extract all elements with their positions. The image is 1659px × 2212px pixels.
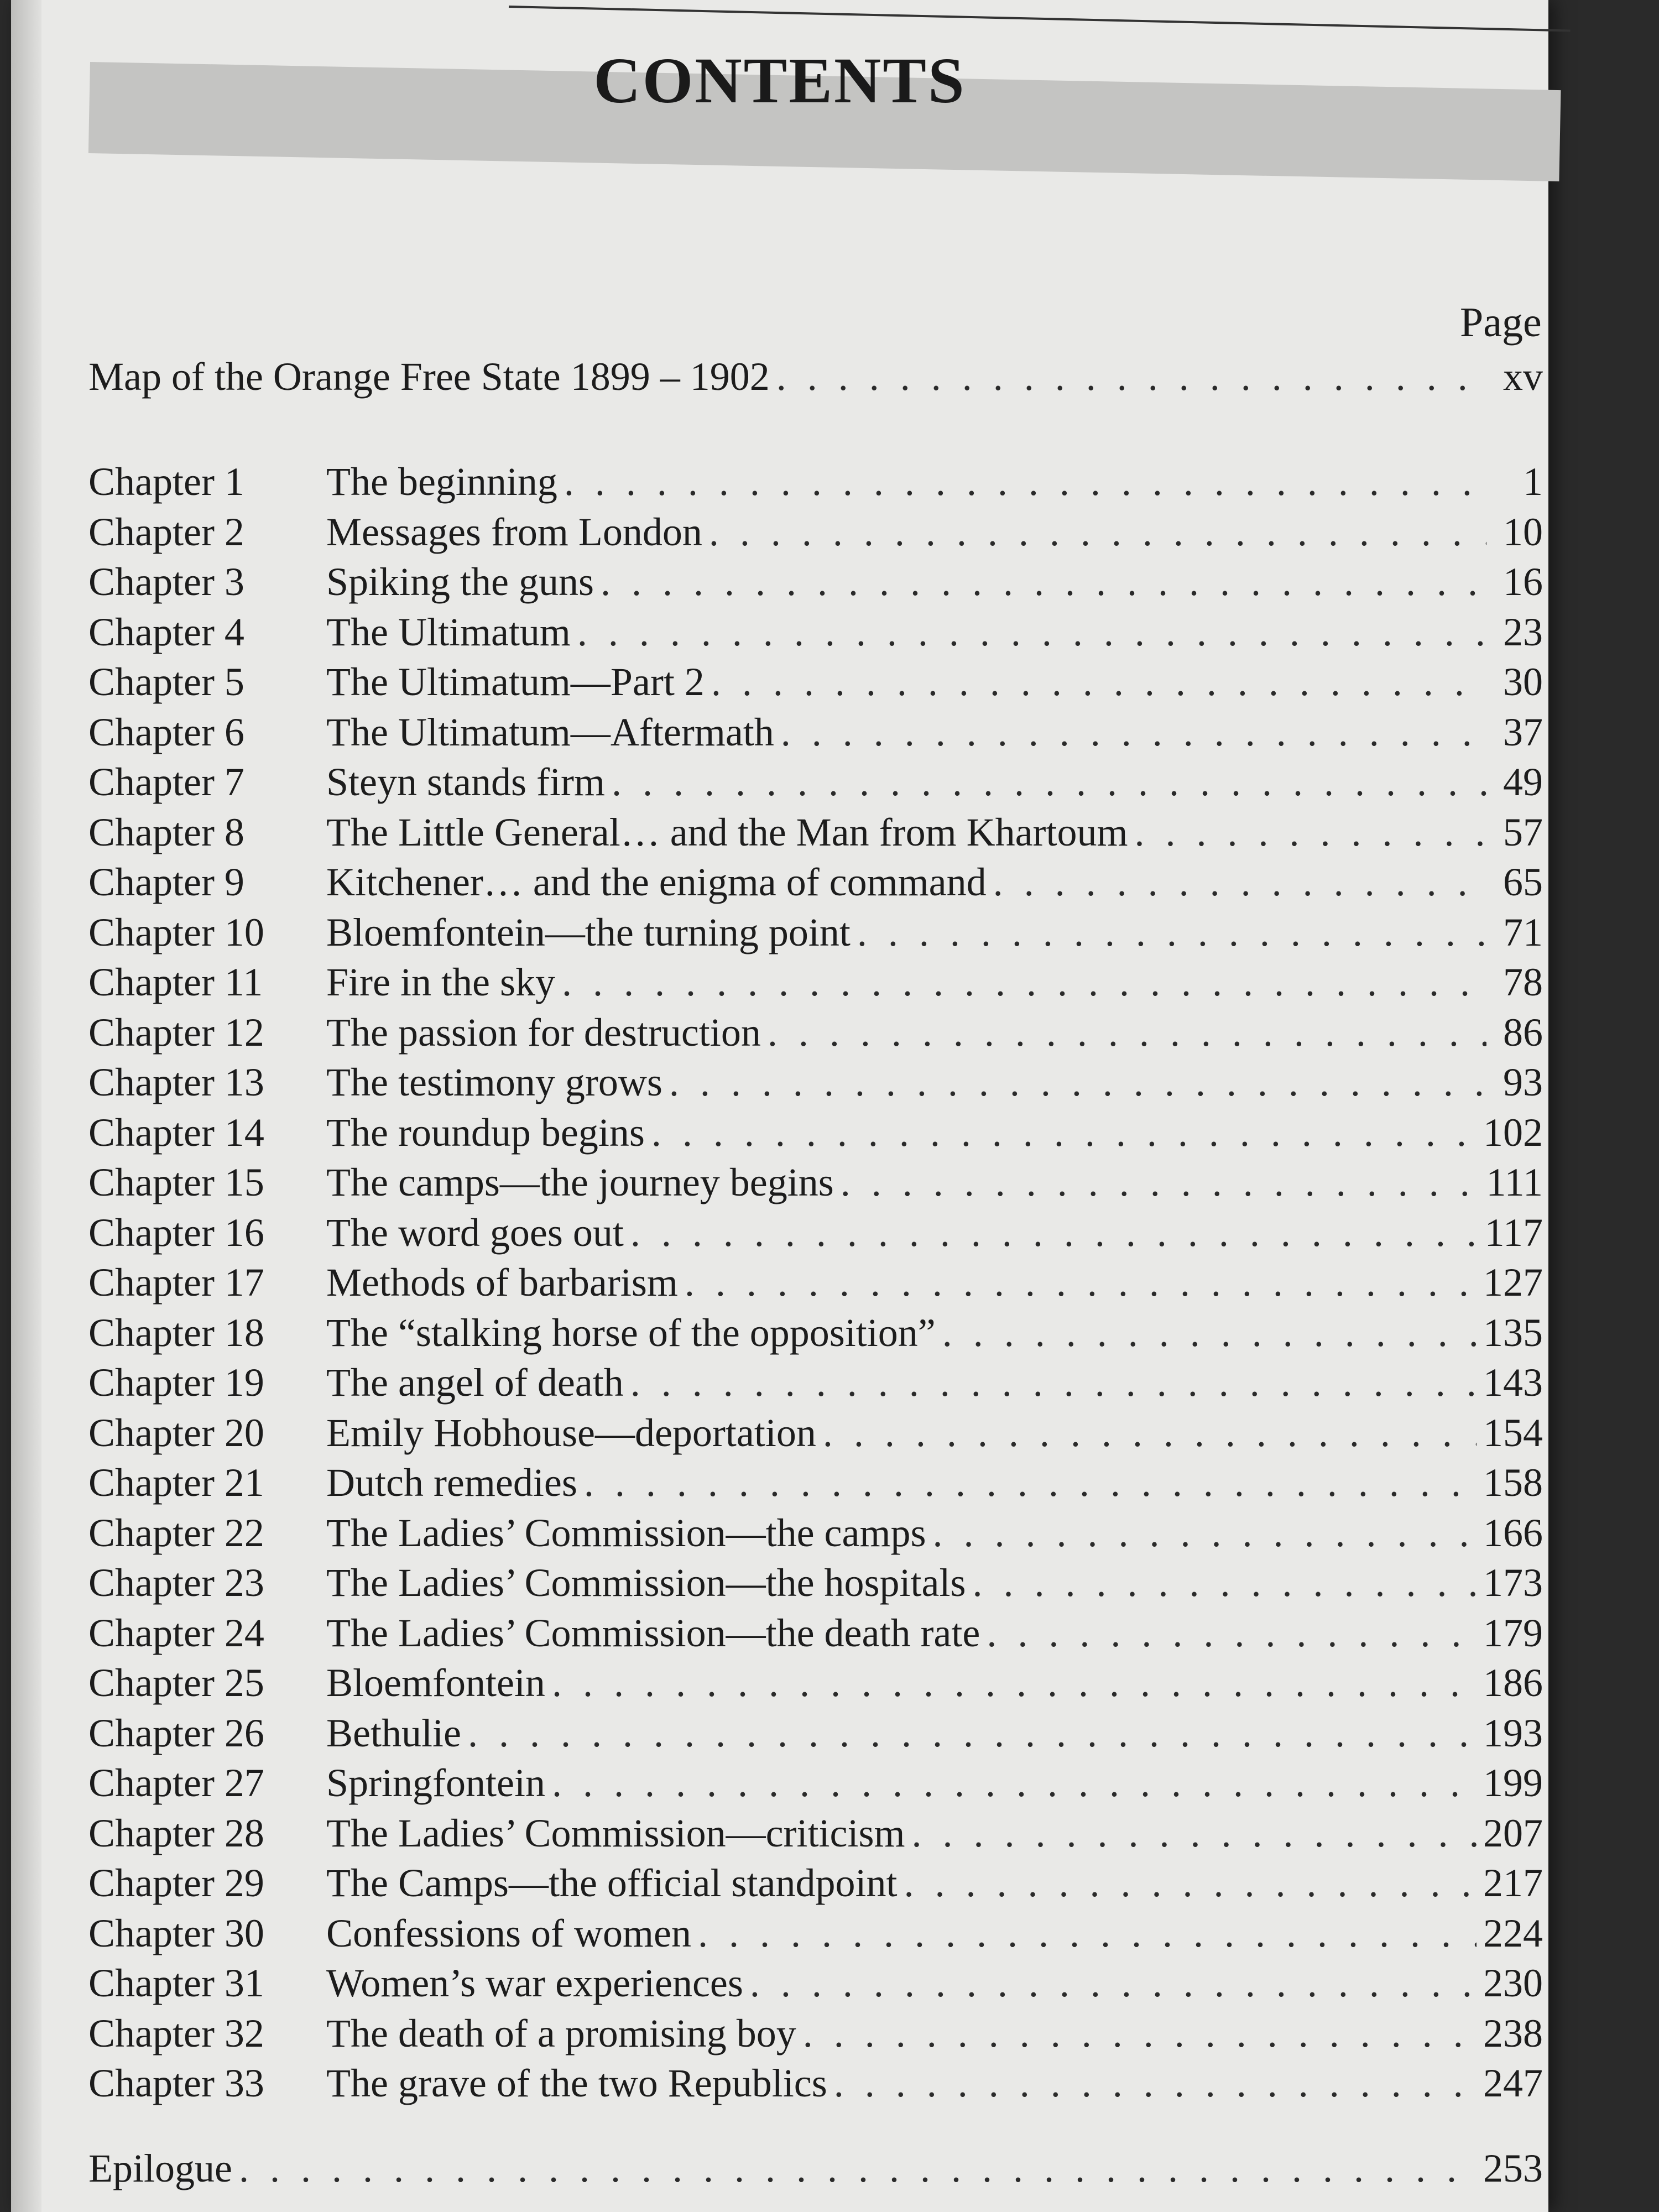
chapter-page: 16 bbox=[1503, 560, 1543, 604]
dot-leader bbox=[973, 1560, 1477, 1606]
dot-leader bbox=[912, 1811, 1477, 1856]
toc-chapter-row bbox=[88, 1310, 1543, 1365]
chapter-label: Chapter 23 bbox=[88, 1561, 264, 1605]
toc-chapter-row bbox=[88, 609, 1543, 665]
chapter-title: The testimony grows bbox=[326, 1060, 662, 1104]
chapter-label: Chapter 30 bbox=[88, 1911, 264, 1955]
dot-leader bbox=[768, 1010, 1486, 1056]
page-gutter bbox=[11, 0, 41, 2212]
chapter-page: 65 bbox=[1503, 860, 1543, 904]
chapter-label: Chapter 14 bbox=[88, 1110, 264, 1155]
chapter-label: Chapter 15 bbox=[88, 1160, 264, 1204]
chapter-label: Chapter 18 bbox=[88, 1310, 264, 1355]
toc-epilogue-entry bbox=[88, 2146, 1543, 2201]
chapter-page: 111 bbox=[1486, 1160, 1543, 1204]
chapter-page: 37 bbox=[1503, 709, 1543, 754]
toc-chapter-row bbox=[88, 1110, 1543, 1165]
dot-leader bbox=[857, 910, 1486, 956]
chapter-title: The Ultimatum bbox=[326, 609, 571, 654]
toc-epilogue-title: Epilogue bbox=[88, 2146, 232, 2190]
dot-leader bbox=[562, 959, 1486, 1005]
dot-leader bbox=[904, 1860, 1477, 1906]
chapter-title: The Camps—the official standpoint bbox=[326, 1861, 898, 1905]
dot-leader bbox=[651, 1110, 1477, 1156]
chapter-page: 23 bbox=[1503, 609, 1543, 654]
toc-chapter-row bbox=[88, 1760, 1543, 1815]
chapter-label: Chapter 29 bbox=[88, 1861, 264, 1905]
dot-leader bbox=[987, 1610, 1477, 1656]
chapter-page: 186 bbox=[1483, 1661, 1543, 1705]
chapter-title: The camps—the journey begins bbox=[326, 1160, 834, 1204]
chapter-label: Chapter 27 bbox=[88, 1761, 264, 1805]
chapter-label: Chapter 28 bbox=[88, 1811, 264, 1855]
chapter-title: The Ladies’ Commission—the death rate bbox=[326, 1610, 980, 1655]
chapter-title: The word goes out bbox=[326, 1210, 624, 1255]
dot-leader bbox=[932, 1510, 1477, 1556]
chapter-label: Chapter 33 bbox=[88, 2061, 264, 2105]
chapter-label: Chapter 31 bbox=[88, 1961, 264, 2005]
toc-chapter-row bbox=[88, 959, 1543, 1015]
dot-leader bbox=[841, 1160, 1480, 1206]
chapter-page: 117 bbox=[1484, 1210, 1543, 1255]
chapter-page: 49 bbox=[1503, 760, 1543, 804]
chapter-title: Messages from London bbox=[326, 509, 702, 554]
chapter-page: 1 bbox=[1523, 460, 1543, 504]
chapter-page: 10 bbox=[1503, 509, 1543, 554]
dot-leader bbox=[669, 1060, 1486, 1105]
chapter-page: 207 bbox=[1483, 1811, 1543, 1855]
dot-leader bbox=[468, 1710, 1477, 1756]
chapter-title: The death of a promising boy bbox=[326, 2011, 796, 2056]
chapter-label: Chapter 7 bbox=[88, 760, 244, 804]
chapter-title: The passion for destruction bbox=[326, 1010, 761, 1055]
dot-leader bbox=[711, 659, 1486, 705]
dot-leader bbox=[577, 609, 1486, 655]
toc-chapter-row bbox=[88, 559, 1543, 614]
chapter-title: The Ultimatum—Part 2 bbox=[326, 660, 705, 704]
dot-leader bbox=[552, 1660, 1477, 1706]
chapter-title: Fire in the sky bbox=[326, 960, 555, 1004]
dot-leader bbox=[584, 1460, 1477, 1506]
chapter-page: 230 bbox=[1483, 1961, 1543, 2005]
chapter-title: The Ultimatum—Aftermath bbox=[326, 709, 774, 754]
chapter-page: 93 bbox=[1503, 1060, 1543, 1104]
toc-chapter-row bbox=[88, 2011, 1543, 2066]
chapter-title: The Ladies’ Commission—the camps bbox=[326, 1510, 926, 1555]
toc-chapter-row bbox=[88, 1260, 1543, 1315]
chapter-page: 166 bbox=[1483, 1510, 1543, 1555]
chapter-label: Chapter 17 bbox=[88, 1260, 264, 1305]
chapter-page: 127 bbox=[1483, 1260, 1543, 1305]
chapter-title: Emily Hobhouse—deportation bbox=[326, 1410, 816, 1455]
dot-leader bbox=[630, 1360, 1477, 1406]
toc-chapter-row bbox=[88, 810, 1543, 865]
toc-chapter-row bbox=[88, 1560, 1543, 1615]
chapter-label: Chapter 20 bbox=[88, 1410, 264, 1455]
toc-chapter-row bbox=[88, 1660, 1543, 1715]
dot-leader bbox=[776, 354, 1486, 400]
dot-leader bbox=[834, 2060, 1477, 2106]
toc-chapter-row bbox=[88, 1510, 1543, 1566]
dot-leader bbox=[993, 859, 1486, 905]
chapter-title: Confessions of women bbox=[326, 1911, 691, 1955]
toc-chapter-row bbox=[88, 1610, 1543, 1666]
chapter-page: 102 bbox=[1483, 1110, 1543, 1155]
toc-chapter-row bbox=[88, 1960, 1543, 2016]
chapter-label: Chapter 9 bbox=[88, 860, 244, 904]
chapter-title: The Little General… and the Man from Khartoum bbox=[326, 810, 1128, 854]
book-page bbox=[11, 0, 1548, 2212]
chapter-label: Chapter 32 bbox=[88, 2011, 264, 2056]
toc-chapter-row bbox=[88, 459, 1543, 514]
chapter-label: Chapter 19 bbox=[88, 1360, 264, 1405]
toc-chapter-row bbox=[88, 1860, 1543, 1916]
toc-map-entry bbox=[88, 354, 1543, 409]
chapter-page: 224 bbox=[1483, 1911, 1543, 1955]
toc-chapter-row bbox=[88, 2060, 1543, 2116]
chapter-title: Kitchener… and the enigma of command bbox=[326, 860, 987, 904]
chapter-title: The roundup begins bbox=[326, 1110, 645, 1155]
chapter-label: Chapter 2 bbox=[88, 509, 244, 554]
dot-leader bbox=[564, 459, 1486, 505]
chapter-title: The beginning bbox=[326, 460, 557, 504]
toc-map-title: Map of the Orange Free State 1899 – 1902 bbox=[88, 354, 770, 399]
dot-leader bbox=[552, 1760, 1477, 1806]
chapter-title: Methods of barbarism bbox=[326, 1260, 678, 1305]
chapter-title: Springfontein bbox=[326, 1761, 545, 1805]
chapter-page: 158 bbox=[1483, 1460, 1543, 1505]
chapter-label: Chapter 10 bbox=[88, 910, 264, 954]
chapter-page: 135 bbox=[1483, 1310, 1543, 1355]
toc-chapter-row bbox=[88, 1060, 1543, 1115]
chapter-title: Spiking the guns bbox=[326, 560, 594, 604]
chapter-label: Chapter 24 bbox=[88, 1610, 264, 1655]
chapter-page: 143 bbox=[1483, 1360, 1543, 1405]
toc-chapter-row bbox=[88, 709, 1543, 765]
chapter-label: Chapter 12 bbox=[88, 1010, 264, 1055]
toc-chapter-row bbox=[88, 1410, 1543, 1465]
chapter-label: Chapter 13 bbox=[88, 1060, 264, 1104]
toc-chapter-row bbox=[88, 1010, 1543, 1065]
dot-leader bbox=[803, 2011, 1477, 2057]
chapter-title: Steyn stands firm bbox=[326, 760, 605, 804]
chapter-label: Chapter 3 bbox=[88, 560, 244, 604]
chapter-title: The “stalking horse of the opposition” bbox=[326, 1310, 936, 1355]
dot-leader bbox=[781, 709, 1486, 755]
chapter-label: Chapter 8 bbox=[88, 810, 244, 854]
chapter-page: 173 bbox=[1483, 1561, 1543, 1605]
page-title: CONTENTS bbox=[593, 44, 966, 117]
chapter-label: Chapter 22 bbox=[88, 1510, 264, 1555]
toc-chapter-row bbox=[88, 1210, 1543, 1265]
dot-leader bbox=[823, 1410, 1477, 1456]
chapter-page: 57 bbox=[1503, 810, 1543, 854]
chapter-label: Chapter 11 bbox=[88, 960, 263, 1004]
chapter-page: 217 bbox=[1483, 1861, 1543, 1905]
chapter-page: 154 bbox=[1483, 1410, 1543, 1455]
chapter-page: 30 bbox=[1503, 660, 1543, 704]
dot-leader bbox=[630, 1210, 1478, 1256]
chapter-label: Chapter 4 bbox=[88, 609, 244, 654]
chapter-label: Chapter 1 bbox=[88, 460, 244, 504]
chapter-title: Dutch remedies bbox=[326, 1460, 577, 1505]
dot-leader bbox=[698, 1911, 1477, 1957]
chapter-label: Chapter 21 bbox=[88, 1460, 264, 1505]
toc-chapter-row bbox=[88, 759, 1543, 815]
dot-leader bbox=[239, 2146, 1477, 2192]
toc-chapter-row bbox=[88, 1460, 1543, 1515]
chapter-title: The Ladies’ Commission—criticism bbox=[326, 1811, 905, 1855]
top-rule bbox=[509, 6, 1571, 32]
chapter-title: Women’s war experiences bbox=[326, 1961, 743, 2005]
toc-chapter-row bbox=[88, 910, 1543, 965]
chapter-page: 78 bbox=[1503, 960, 1543, 1004]
chapter-label: Chapter 25 bbox=[88, 1661, 264, 1705]
chapter-title: Bethulie bbox=[326, 1710, 461, 1755]
chapter-page: 238 bbox=[1483, 2011, 1543, 2056]
chapter-title: The Ladies’ Commission—the hospitals bbox=[326, 1561, 966, 1605]
dot-leader bbox=[685, 1260, 1477, 1306]
toc-map-page: xv bbox=[1503, 354, 1543, 399]
chapter-label: Chapter 5 bbox=[88, 660, 244, 704]
toc-chapter-row bbox=[88, 1811, 1543, 1866]
dot-leader bbox=[709, 509, 1486, 555]
page-column-label: Page bbox=[1460, 299, 1542, 346]
chapter-label: Chapter 16 bbox=[88, 1210, 264, 1255]
chapter-page: 199 bbox=[1483, 1761, 1543, 1805]
chapter-title: The grave of the two Republics bbox=[326, 2061, 827, 2105]
toc-chapter-row bbox=[88, 509, 1543, 565]
chapter-title: The angel of death bbox=[326, 1360, 624, 1405]
toc-chapter-row bbox=[88, 1160, 1543, 1215]
dot-leader bbox=[612, 759, 1486, 805]
dot-leader bbox=[942, 1310, 1477, 1356]
chapter-page: 193 bbox=[1483, 1710, 1543, 1755]
chapter-page: 247 bbox=[1483, 2061, 1543, 2105]
chapter-page: 86 bbox=[1503, 1010, 1543, 1055]
toc-chapter-row bbox=[88, 1360, 1543, 1415]
chapter-label: Chapter 6 bbox=[88, 709, 244, 754]
chapter-label: Chapter 26 bbox=[88, 1710, 264, 1755]
dot-leader bbox=[750, 1960, 1477, 2006]
dot-leader bbox=[1135, 810, 1486, 855]
toc-chapter-row bbox=[88, 659, 1543, 714]
chapter-page: 71 bbox=[1503, 910, 1543, 954]
dot-leader bbox=[601, 559, 1486, 605]
toc-chapter-row bbox=[88, 859, 1543, 915]
chapter-title: Bloemfontein bbox=[326, 1661, 545, 1705]
chapter-page: 179 bbox=[1483, 1610, 1543, 1655]
chapter-title: Bloemfontein—the turning point bbox=[326, 910, 851, 954]
toc-chapter-row bbox=[88, 1710, 1543, 1766]
toc-chapter-row bbox=[88, 1911, 1543, 1966]
toc-epilogue-page: 253 bbox=[1483, 2146, 1543, 2190]
